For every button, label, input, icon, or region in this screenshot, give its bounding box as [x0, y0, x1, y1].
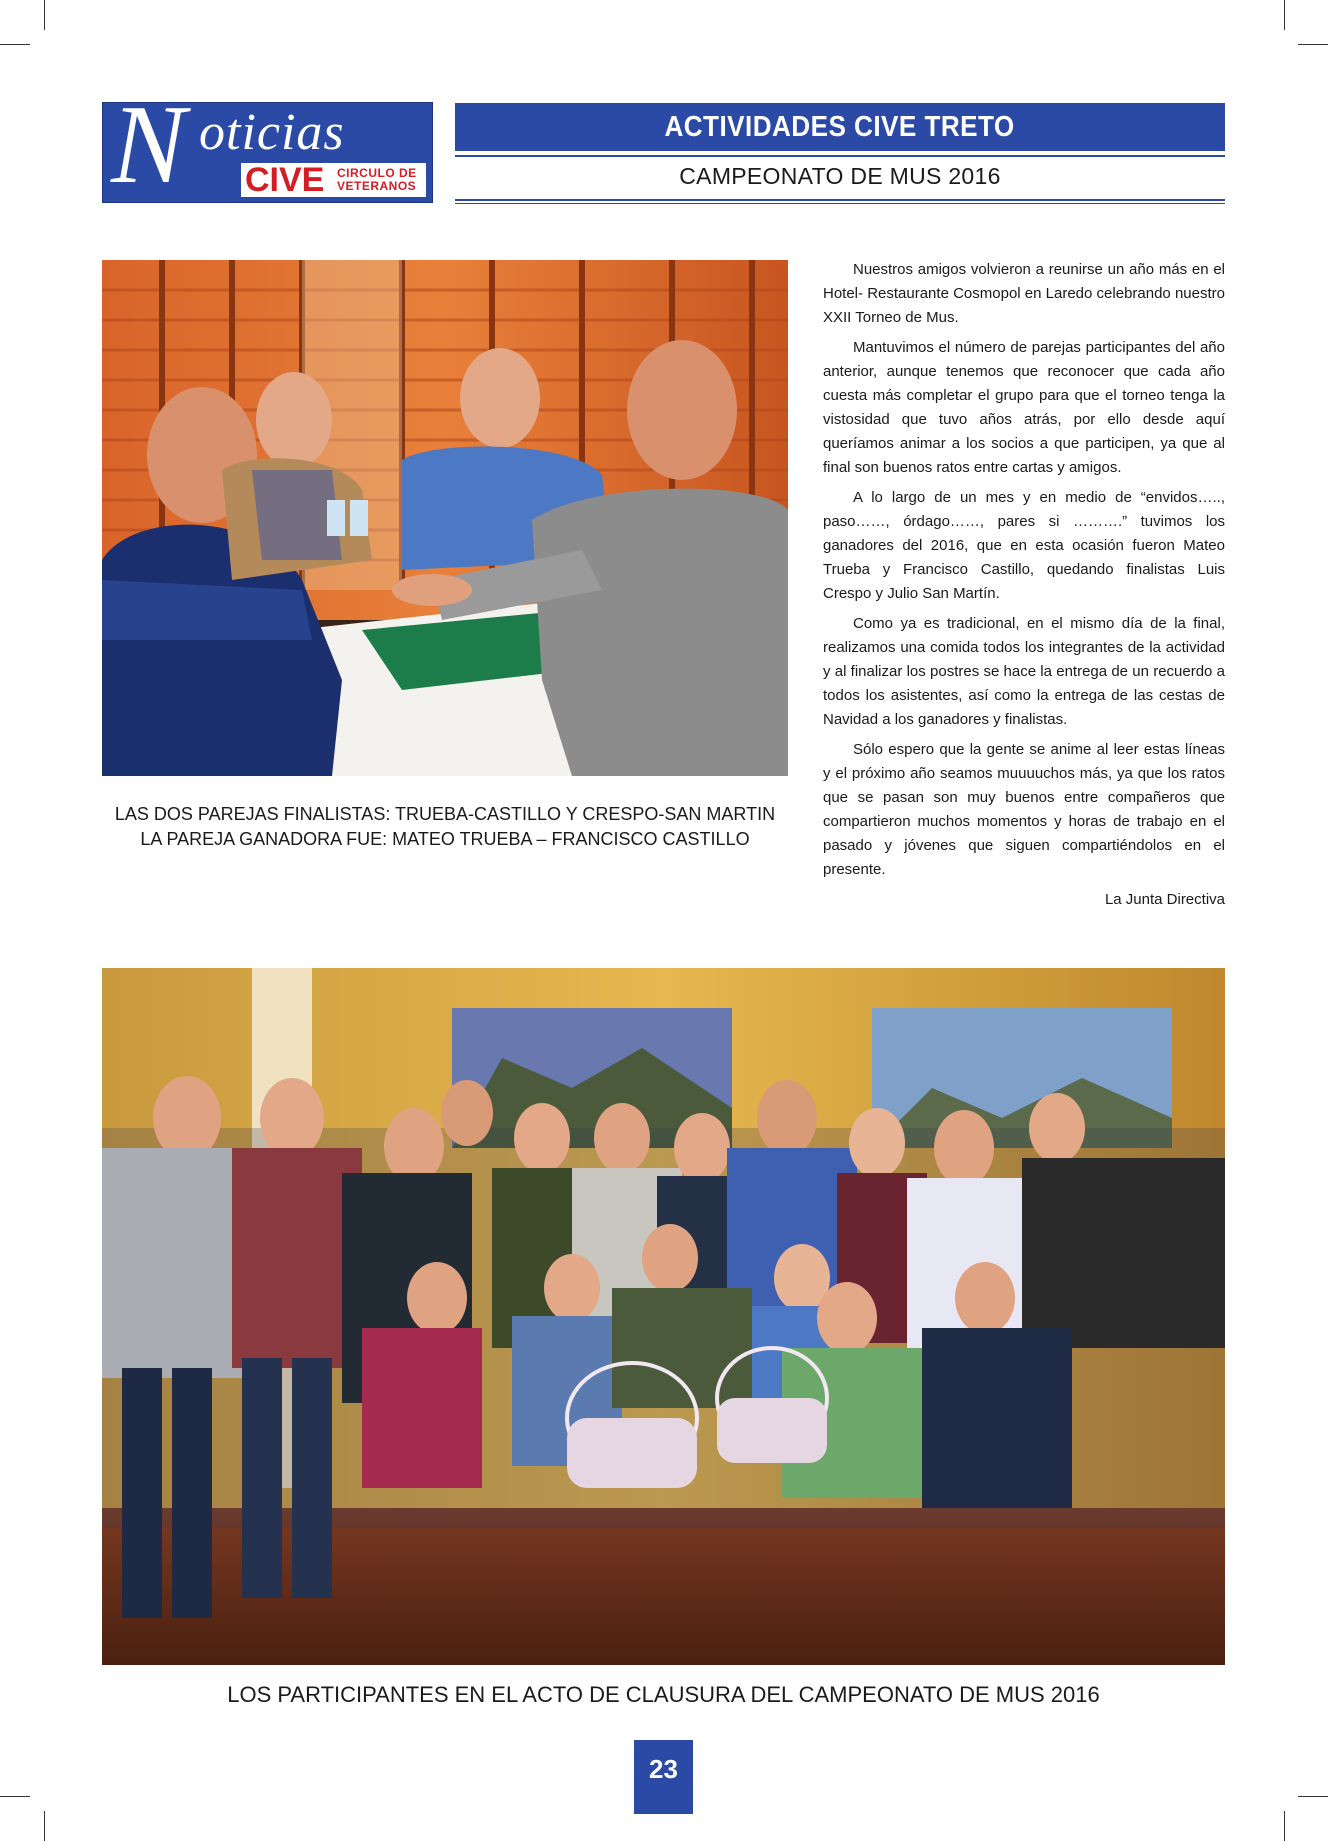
- crop-mark: [0, 44, 30, 45]
- finalists-photo: [102, 260, 788, 776]
- subtitle-rule-thin: [455, 203, 1225, 204]
- section-header: [455, 103, 1225, 151]
- article-paragraph: Sólo espero que la gente se anime al leer estas líneas y el próximo año seamos muuuuchos más, ya que los ratos que se pasan son muy buenos entre compañeros que compartieron muchos momentos y horas de trabajo en el pasado y jóvenes que siguen compartiéndolos en el presente.: [823, 741, 1225, 878]
- crop-mark: [1298, 1796, 1328, 1797]
- header-rule: [455, 155, 1225, 157]
- group-photo: [102, 968, 1225, 1665]
- article-paragraph: Como ya es tradicional, en el mismo día de la final, realizamos una comida todos los integrantes de la actividad y al finalizar los postres se hace la entrega de un recuerdo a todos los asistentes, así como la entrega de las cestas de Navidad a los ganadores y finalistas.: [823, 615, 1225, 728]
- page-subtitle: CAMPEONATO DE MUS 2016: [679, 163, 1001, 189]
- logo-subtitle-line2: VETERANOS: [337, 179, 417, 193]
- crop-mark: [1298, 44, 1328, 45]
- logo-subtitle-line1: CIRCULO DE: [337, 166, 417, 180]
- article-body: [823, 258, 1225, 912]
- finalists-caption: [102, 802, 788, 852]
- article-paragraph: Nuestros amigos volvieron a reunirse un año más en el Hotel- Restaurante Cosmopol en Laredo celebrando nuestro XXII Torneo de Mus.: [823, 261, 1225, 326]
- logo-subtitle: [337, 167, 417, 193]
- logo-brand: CIVE: [245, 161, 325, 199]
- crop-mark: [1284, 0, 1285, 30]
- article-paragraph: Mantuvimos el número de parejas participantes del año anterior, aunque tenemos que reconocer que cada año cuesta más completar el grupo para que el torneo tenga la vistosidad que tuvo años atrás, por ello desde aquí queríamos animar a los socios a que participen, ya que al final son buenos ratos entre cartas y amigos.: [823, 339, 1225, 476]
- finalists-caption-line1: LAS DOS PAREJAS FINALISTAS: TRUEBA-CASTILLO Y CRESPO-SAN MARTIN: [114, 804, 776, 824]
- section-title: ACTIVIDADES CIVE TRETO: [664, 110, 1016, 143]
- crop-mark: [0, 1796, 30, 1797]
- page-number: 23: [634, 1740, 693, 1814]
- crop-mark: [44, 1811, 45, 1841]
- logo-initial: N: [111, 102, 186, 203]
- subtitle-rule: [455, 199, 1225, 201]
- article-paragraph: A lo largo de un mes y en medio de “envidos….., paso……, órdago……, pares si ……….” tuvimos los ganadores del 2016, que en esta ocasión fueron Mateo Trueba y Francisco Castillo, quedando finalistas Luis Crespo y Julio San Martín.: [823, 489, 1225, 602]
- logo-word: oticias: [199, 104, 345, 161]
- noticias-cive-logo: [102, 102, 433, 203]
- crop-mark: [44, 0, 45, 30]
- group-caption: LOS PARTICIPANTES EN EL ACTO DE CLAUSURA DEL CAMPEONATO DE MUS 2016: [227, 1682, 1100, 1707]
- crop-mark: [1284, 1811, 1285, 1841]
- article-signature: La Junta Directiva: [1104, 891, 1225, 908]
- finalists-caption-line2: LA PAREJA GANADORA FUE: MATEO TRUEBA – FRANCISCO CASTILLO: [140, 829, 750, 849]
